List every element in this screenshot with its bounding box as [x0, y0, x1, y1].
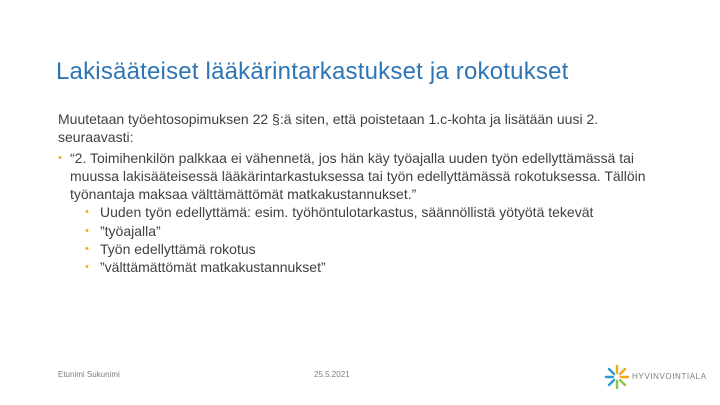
slide-body: [58, 110, 658, 277]
intro-paragraph: Muutetaan työehtosopimuksen 22 §:ä siten, että poistetaan 1.c-kohta ja lisätään uusi 2. seuraavasti:: [58, 111, 599, 146]
bullet-dot-icon: •: [58, 151, 62, 164]
bullet-dot-icon: •: [85, 206, 89, 219]
slide-title: Lakisääteiset lääkärintarkastukset ja rokotukset: [56, 58, 569, 85]
footer-date: 25.5.2021: [314, 370, 350, 379]
bullet-dot-icon: •: [85, 243, 89, 256]
brand-logo: [604, 362, 708, 392]
sub-bullet-text: Työn edellyttämä rokotus: [100, 241, 256, 258]
sub-bullet-text: ”työajalla”: [100, 222, 161, 239]
bullet-item: [58, 149, 658, 204]
sub-bullet-item: [58, 240, 658, 258]
sub-bullet-item: [58, 203, 658, 221]
sub-bullet-item: [58, 222, 658, 240]
sub-bullet-text: Uuden työn edellyttämä: esim. työhöntulotarkastus, säännöllistä yötyötä tekevät: [100, 204, 594, 221]
sub-bullet-text: ”välttämättömät matkakustannukset”: [100, 259, 326, 276]
bullet-dot-icon: •: [85, 261, 89, 274]
sunburst-logo-icon: [604, 362, 630, 392]
bullet-text: “2. Toimihenkilön palkkaa ei vähennetä, jos hän käy työajalla uuden työn edellyttämässä tai muussa lakisääteisessä lääkärintarkastuksessa tai työn edellyttämässä rokotuksessa. Tällöin työnantaja maksaa välttämättömät matkakustannukset.”: [70, 149, 646, 203]
bullet-dot-icon: •: [85, 224, 89, 237]
logo-text: HYVINVOINTIALA: [632, 372, 707, 381]
footer-author: Etunimi Sukunimi: [58, 370, 120, 379]
sub-bullet-item: [58, 258, 658, 276]
